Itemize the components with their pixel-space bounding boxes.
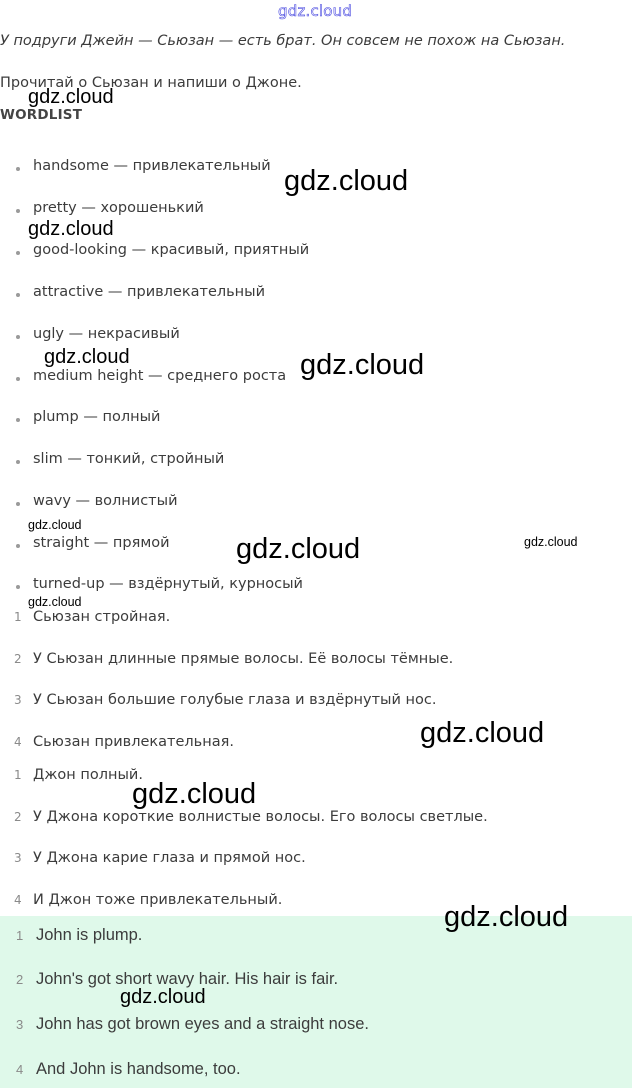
bullet-icon — [16, 335, 20, 339]
bullet-icon — [16, 585, 20, 589]
watermark: gdz.cloud — [236, 533, 361, 565]
wordlist-item-text: attractive — привлекательный — [33, 284, 266, 300]
item-number: 1 — [14, 610, 22, 624]
wordlist-item-text: good-looking — красивый, приятный — [33, 242, 310, 258]
john-ru-item-text: Джон полный. — [33, 767, 143, 783]
john-en-item-text: John is plump. — [36, 926, 143, 944]
susan-item-text: У Сьюзан длинные прямые волосы. Её волосы тёмные. — [33, 651, 454, 667]
item-number: 3 — [14, 693, 22, 707]
wordlist-item-text: slim — тонкий, стройный — [33, 451, 225, 467]
watermark: gdz.cloud — [28, 595, 82, 609]
susan-item-text: Сьюзан стройная. — [33, 609, 171, 625]
watermark: gdz.cloud — [120, 986, 206, 1008]
susan-item-text: У Сьюзан большие голубые глаза и вздёрнутый нос. — [33, 692, 437, 708]
john-ru-item-text: У Джона карие глаза и прямой нос. — [33, 850, 306, 866]
item-number: 2 — [16, 972, 24, 987]
item-number: 2 — [14, 652, 22, 666]
bullet-icon — [16, 209, 20, 213]
wordlist-heading: WORDLIST — [0, 107, 83, 123]
wordlist-item-text: wavy — волнистый — [33, 493, 178, 509]
bullet-icon — [16, 251, 20, 255]
item-number: 1 — [14, 768, 22, 782]
watermark: gdz.cloud — [284, 165, 409, 197]
watermark-top: gdz.cloud — [278, 2, 353, 20]
john-en-item-text: John has got brown eyes and a straight nose. — [36, 1015, 369, 1033]
john-en-item-text: John's got short wavy hair. His hair is fair. — [36, 970, 339, 988]
susan-item-text: Сьюзан привлекательная. — [33, 734, 234, 750]
watermark: gdz.cloud — [28, 86, 114, 108]
task-instruction: Прочитай о Сьюзан и напиши о Джоне. — [0, 75, 302, 91]
bullet-icon — [16, 293, 20, 297]
watermark: gdz.cloud — [300, 349, 425, 381]
item-number: 4 — [14, 735, 22, 749]
wordlist-item-text: straight — прямой — [33, 535, 170, 551]
john-ru-item-text: У Джона короткие волнистые волосы. Его волосы светлые. — [33, 809, 488, 825]
john-en-item-text: And John is handsome, too. — [36, 1060, 241, 1078]
wordlist-item-text: pretty — хорошенький — [33, 200, 204, 216]
item-number: 3 — [16, 1017, 24, 1032]
watermark: gdz.cloud — [28, 218, 114, 240]
intro-italic-line: У подруги Джейн — Сьюзан — есть брат. Он совсем не похож на Сьюзан. — [0, 33, 566, 49]
item-number: 4 — [16, 1062, 24, 1077]
item-number: 2 — [14, 810, 22, 824]
watermark: gdz.cloud — [524, 535, 578, 549]
bullet-icon — [16, 377, 20, 381]
john-ru-item-text: И Джон тоже привлекательный. — [33, 892, 283, 908]
item-number: 1 — [16, 928, 24, 943]
bullet-icon — [16, 502, 20, 506]
bullet-icon — [16, 167, 20, 171]
watermark: gdz.cloud — [444, 901, 569, 933]
item-number: 4 — [14, 893, 22, 907]
watermark: gdz.cloud — [28, 518, 82, 532]
wordlist-item-text: turned-up — вздёрнутый, курносый — [33, 576, 303, 592]
wordlist-item-text: ugly — некрасивый — [33, 326, 180, 342]
watermark: gdz.cloud — [132, 778, 257, 810]
item-number: 3 — [14, 851, 22, 865]
watermark: gdz.cloud — [420, 717, 545, 749]
bullet-icon — [16, 544, 20, 548]
wordlist-item-text: plump — полный — [33, 409, 161, 425]
bullet-icon — [16, 460, 20, 464]
wordlist-item-text: medium height — среднего роста — [33, 368, 287, 384]
watermark: gdz.cloud — [44, 346, 130, 368]
bullet-icon — [16, 418, 20, 422]
wordlist-item-text: handsome — привлекательный — [33, 158, 271, 174]
